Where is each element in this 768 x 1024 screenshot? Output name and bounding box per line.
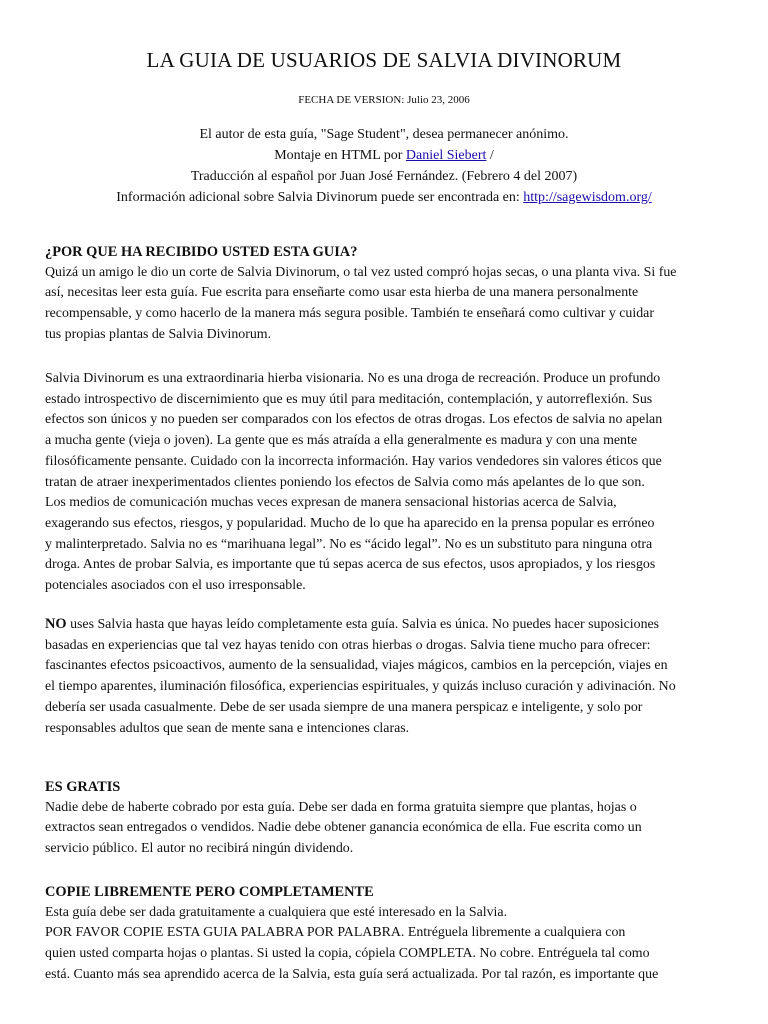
page-title: LA GUIA DE USUARIOS DE SALVIA DIVINORUM	[146, 48, 622, 72]
paragraph-line: Nadie debe de haberte cobrado por esta guía. Debe ser dada en forma gratuita siempre que plantas, hojas o	[45, 799, 637, 815]
paragraph-line: tus propias plantas de Salvia Divinorum.	[45, 326, 272, 342]
section-copy	[45, 882, 735, 986]
paragraph-line: responsables adultos que sean de mente sana e intenciones claras.	[45, 720, 410, 736]
paragraph-line: a mucha gente (vieja o joven). La gente que es más atraída a ella generalmente es madura y con una mente	[45, 433, 638, 449]
paragraph-line: extractos sean entregados o vendidos. Nadie debe obtener ganancia económica de ella. Fue escrita como un	[45, 820, 642, 836]
section-heading: ¿POR QUE HA RECIBIDO USTED ESTA GUIA?	[45, 244, 358, 260]
sagewisdom-link[interactable]: http://sagewisdom.org/	[523, 190, 652, 205]
section-free	[45, 777, 735, 860]
paragraph-line: Esta guía debe ser dada gratuitamente a cualquiera que esté interesado en la Salvia.	[45, 904, 508, 920]
paragraph-line: filosóficamente pensante. Cuidado con la incorrecta información. Hay varios vendedores sin valores éticos que	[45, 453, 662, 469]
paragraph-line: el tiempo aparentes, iluminación filosófica, experiencias espirituales, y quizás incluso curación y adivinación. No	[45, 679, 676, 695]
warning-bold-word: NO	[45, 616, 67, 632]
translation-line: Traducción al español por Juan José Fernández. (Febrero 4 del 2007)	[190, 169, 578, 184]
version-date: FECHA DE VERSION: Julio 23, 2006	[298, 94, 470, 106]
paragraph-line: y malinterpretado. Salvia no es “marihuana legal”. No es “ácido legal”. No es un substituto para ninguna otra	[45, 536, 653, 552]
paragraph-line: fascinantes efectos psicoactivos, aumento de la sensualidad, viajes mágicos, cambios en la percepción, viajes en	[45, 658, 668, 674]
section-why	[45, 242, 735, 346]
more-info-line	[0, 187, 768, 208]
paragraph-line: está. Cuanto más sea aprendido acerca de la Salvia, esta guía será actualizada. Por tal razón, es importante que	[45, 966, 659, 982]
paragraph-line: tratan de atraer inexperimentados clientes poniendo los efectos de Salvia como más apelantes de lo que son.	[45, 474, 645, 490]
paragraph-line: Salvia Divinorum es una extraordinaria hierba visionaria. No es una droga de recreación. Produce un profundo	[45, 371, 661, 386]
section-heading: ES GRATIS	[45, 779, 121, 795]
paragraph-line: servicio público. El autor no recibirá ningún dividendo.	[45, 841, 354, 857]
paragraph-line: estado introspectivo de discernimiento que es muy útil para meditación, contemplación, y autorreflexión. Sus	[45, 391, 653, 407]
html-assembly-suffix: /	[486, 148, 494, 163]
paragraph-line: potenciales asociados con el uso irresponsable.	[45, 578, 306, 594]
paragraph-line: recompensable, y como hacerlo de la manera más segura posible. También te enseñará como cultivar y cuidar	[45, 306, 654, 322]
author-line: El autor de esta guía, "Sage Student", desea permanecer anónimo.	[199, 127, 569, 142]
paragraph-line: Quizá un amigo le dio un corte de Salvia Divinorum, o tal vez usted compró hojas secas, o una planta viva. Si fue	[45, 264, 677, 280]
credits-block	[0, 124, 768, 208]
paragraph-line: droga. Antes de probar Salvia, es importante que tú sepas acerca de sus efectos, usos apropiados, y los riesgos	[45, 557, 656, 573]
html-assembly-line	[0, 145, 768, 166]
warning-first-line: uses Salvia hasta que hayas leído completamente esta guía. Salvia es única. No puedes hacer suposiciones	[66, 617, 660, 632]
paragraph-line: Los medios de comunicación muchas veces expresan de manera sensacional historias acerca de Salvia,	[45, 495, 617, 511]
section-warning	[45, 614, 735, 739]
html-assembly-prefix: Montaje en HTML por	[274, 148, 406, 163]
paragraph-line: quien usted comparta hojas o plantas. Si usted la copia, cópiela COMPLETA. No cobre. Entréguela tal como	[45, 946, 650, 962]
paragraph-line: debería ser usada casualmente. Debe de ser usada siempre de una manera perspicaz e inteligente, y solo por	[45, 699, 643, 715]
paragraph-line: basadas en experiencias que tal vez hayas tenido con otras hierbas o drogas. Salvia tiene mucho para ofrecer:	[45, 637, 651, 653]
more-info-prefix: Información adicional sobre Salvia Divinorum puede ser encontrada en:	[116, 190, 524, 205]
paragraph-line: POR FAVOR COPIE ESTA GUIA PALABRA POR PALABRA. Entréguela libremente a cualquiera con	[45, 925, 626, 941]
paragraph-line: así, necesitas leer esta guía. Fue escrita para enseñarte como usar esta hierba de una manera personalmente	[45, 285, 639, 301]
section-about	[45, 369, 735, 597]
paragraph-line: efectos son únicos y no pueden ser comparados con los efectos de otras drogas. Los efectos de salvia no apelan	[45, 412, 663, 428]
section-heading: COPIE LIBREMENTE PERO COMPLETAMENTE	[45, 884, 374, 900]
paragraph-line	[45, 614, 735, 636]
paragraph-line: exagerando sus efectos, riesgos, y popularidad. Mucho de lo que ha aparecido en la prensa popular es erróneo	[45, 515, 655, 531]
daniel-siebert-link[interactable]: Daniel Siebert	[405, 148, 487, 163]
